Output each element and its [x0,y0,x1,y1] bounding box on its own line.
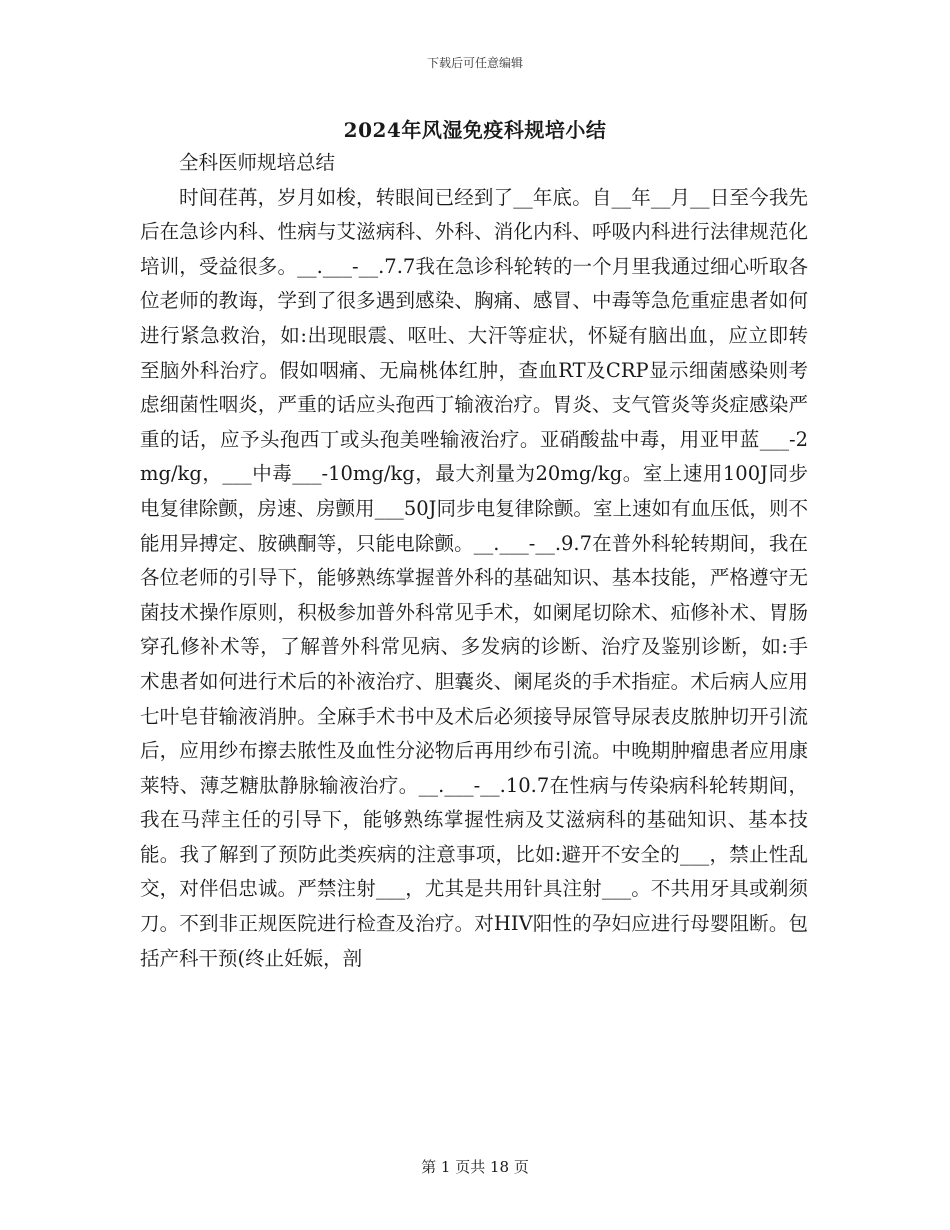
body-paragraph: 时间荏苒，岁月如梭，转眼间已经到了__年底。自__年__月__日至今我先后在急诊内科、性病与艾滋病科、外科、消化内科、呼吸内科进行法律规范化培训，受益很多。__.___-__.7.7我在急诊科轮转的一个月里我通过细心听取各位老师的教诲，学到了很多遇到感染、胸痛、感冒、中毒等急危重症患者如何进行紧急救治，如:出现眼震、呕吐、大汗等症状，怀疑有脑出血，应立即转至脑外科治疗。假如咽痛、无扁桃体红肿，查血RT及CRP显示细菌感染则考虑细菌性咽炎，严重的话应头孢西丁输液治疗。胃炎、支气管炎等炎症感染严重的话，应予头孢西丁或头孢美唑输液治疗。亚硝酸盐中毒，用亚甲蓝___-2mg/kg，___中毒___-10mg/kg，最大剂量为20mg/kg。室上速用100J同步电复律除颤，房速、房颤用___50J同步电复律除颤。室上速如有血压低，则不能用异搏定、胺碘酮等，只能电除颤。__.___-__.9.7在普外科轮转期间，我在各位老师的引导下，能够熟练掌握普外科的基础知识、基本技能，严格遵守无菌技术操作原则，积极参加普外科常见手术，如阑尾切除术、疝修补术、胃肠穿孔修补术等，了解普外科常见病、多发病的诊断、治疗及鉴别诊断，如:手术患者如何进行术后的补液治疗、胆囊炎、阑尾炎的手术指症。术后病人应用七叶皂苷输液消肿。全麻手术书中及术后必须接导尿管导尿表皮脓肿切开引流后，应用纱布擦去脓性及血性分泌物后再用纱布引流。中晚期肿瘤患者应用康莱特、薄芝糖肽静脉输液治疗。__.___-__.10.7在性病与传染病科轮转期间，我在马萍主任的引导下，能够熟练掌握性病及艾滋病科的基础知识、基本技能。我了解到了预防此类疾病的注意事项，比如:避开不安全的___，禁止性乱交，对伴侣忠诚。严禁注射___，尤其是共用针具注射___。不共用牙具或剃须刀。不到非正规医院进行检查及治疗。对HIV阳性的孕妇应进行母婴阻断。包括产科干预(终止妊娠，剖 [140,185,808,970]
page-number-footer: 第 1 页共 18 页 [421,1158,529,1176]
subtitle-paragraph: 全科医师规培总结 [179,151,336,174]
document-title: 2024年风湿免疫科规培小结 [343,118,607,142]
page-header-note: 下载后可任意编辑 [426,56,523,70]
document-body [140,146,808,976]
